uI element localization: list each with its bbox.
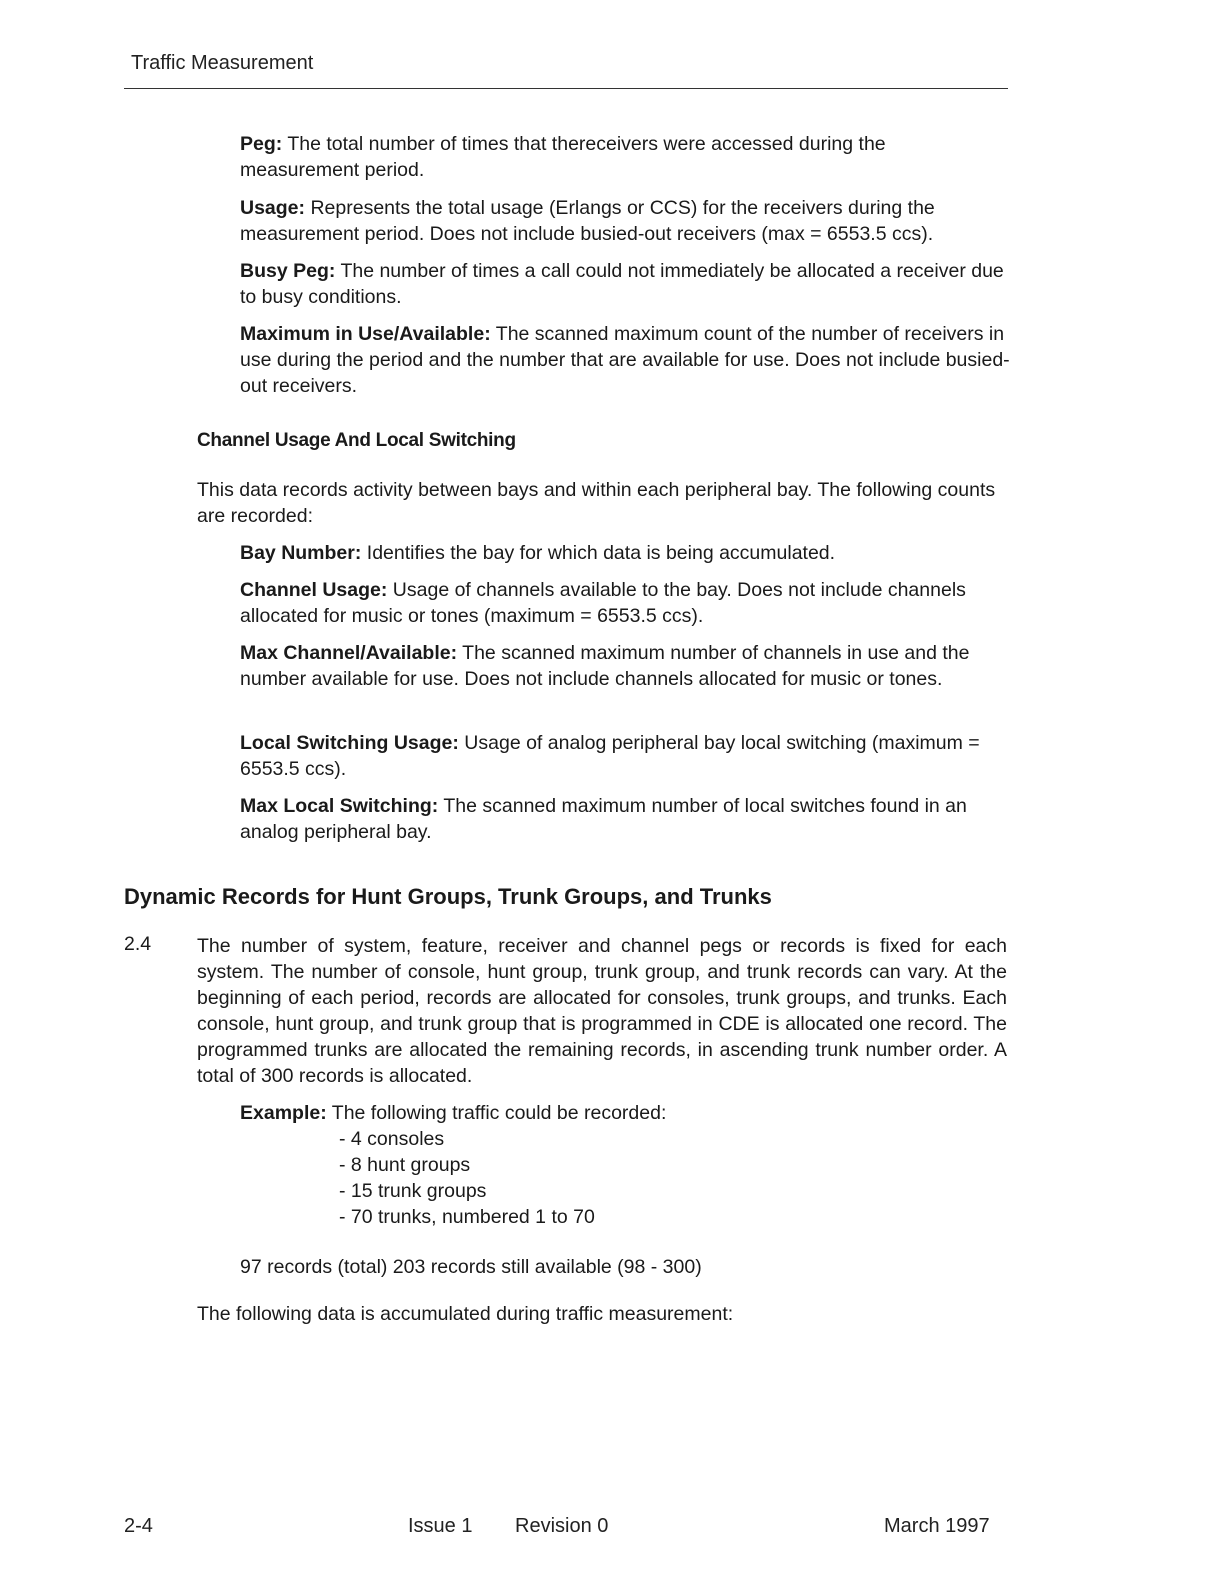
definition-text: Usage of analog peripheral bay local switching (maximum = 6553.5 ccs). [240,732,980,780]
definition-term: Usage: [240,197,306,219]
definition-text: The total number of times that thereceivers were accessed during the measurement period. [240,133,886,181]
definition-text: Identifies the bay for which data is being accumulated. [366,542,836,564]
definition-term: Max Local Switching: [240,795,439,817]
section-number: 2.4 [124,933,152,955]
definition-text: The scanned maximum count of the number of receivers in use during the period and the number that are available for use. Does not include busied-out receivers. [240,323,1010,397]
page-number: 2-4 [124,1515,153,1537]
example-line [240,1100,1010,1126]
definition-term: Local Switching Usage: [240,732,459,754]
definition-term: Bay Number: [240,542,362,564]
definition-text: Represents the total usage (Erlangs or CCS) for the receivers during the measurement period. Does not include busied-out receivers (max = 6553.5 ccs). [240,197,935,245]
list-item: - 15 trunk groups [339,1180,487,1202]
records-total: 97 records (total) 203 records still available (98 - 300) [240,1256,702,1278]
definition-usage [240,195,1010,247]
channel-usage-heading: Channel Usage And Local Switching [197,430,516,451]
definition-text: The number of times a call could not immediately be allocated a receiver due to busy conditions. [240,260,1004,308]
issue-label: Issue 1 [408,1515,473,1537]
list-item: - 70 trunks, numbered 1 to 70 [339,1206,595,1228]
definition-term: Busy Peg: [240,260,336,282]
definition-bay-number [240,540,1010,566]
definition-text: Usage of channels available to the bay. Does not include channels allocated for music or tones (maximum = 6553.5 ccs). [240,579,966,627]
definition-max-channel [240,640,1010,692]
example-list [339,1126,595,1230]
definition-term: Peg: [240,133,283,155]
definition-term: Channel Usage: [240,579,388,601]
header-rule [124,88,1008,89]
running-header: Traffic Measurement [131,52,314,74]
definition-term: Maximum in Use/Available: [240,323,491,345]
closing-sentence: The following data is accumulated during traffic measurement: [197,1303,734,1325]
example-term: Example: [240,1102,327,1124]
definition-text: The scanned maximum number of channels in use and the number available for use. Does not include channels allocated for music or tones. [240,642,970,690]
revision-label: Revision 0 [515,1515,609,1537]
definition-channel-usage [240,577,1010,629]
section-heading: Dynamic Records for Hunt Groups, Trunk Groups, and Trunks [124,884,772,909]
example-text: The following traffic could be recorded: [331,1102,667,1124]
definition-max-local-switching [240,793,1010,845]
definition-peg [240,131,1010,183]
definition-local-switching-usage [240,730,1010,782]
definition-term: Max Channel/Available: [240,642,458,664]
date-label: March 1997 [884,1515,990,1537]
list-item: - 4 consoles [339,1128,445,1150]
definition-busy-peg [240,258,1010,310]
channel-intro: This data records activity between bays and within each peripheral bay. The following counts are recorded: [197,479,996,527]
list-item: - 8 hunt groups [339,1154,471,1176]
definition-text: The scanned maximum number of local switches found in an analog peripheral bay. [240,795,967,843]
definition-maximum-in-use [240,321,1010,399]
section-paragraph: The number of system, feature, receiver and channel pegs or records is fixed for each system. The number of console, hunt group, trunk group, and trunk records can vary. At the beginning of each period, records are allocated for consoles, trunk groups, and trunks. Each console, hunt group, and trunk group that is programmed in CDE is allocated one record. The programmed trunks are allocated the remaining records, in ascending trunk number order. A total of 300 records is allocated. [197,935,1007,1087]
